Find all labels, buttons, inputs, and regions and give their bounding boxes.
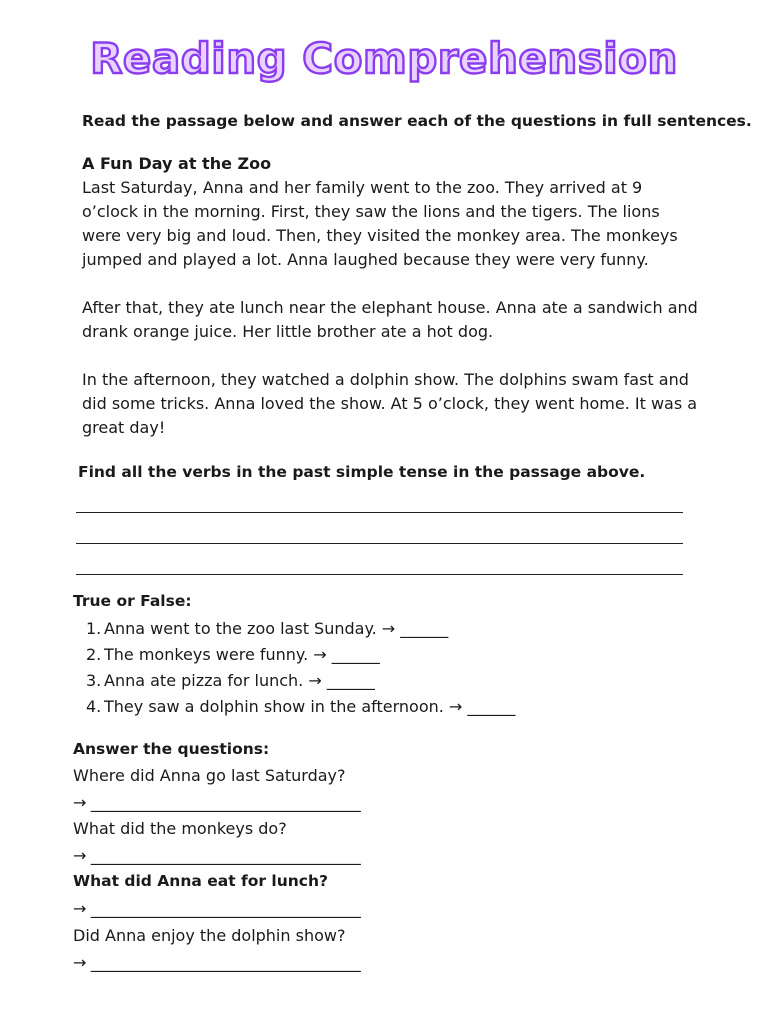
question-text: Where did Anna go last Saturday? xyxy=(73,766,346,785)
item-number: 4. xyxy=(86,697,102,716)
item-number: 3. xyxy=(86,671,102,690)
statement-text: Anna ate pizza for lunch. → ______ xyxy=(104,671,375,690)
list-item xyxy=(86,670,515,696)
statement-text: The monkeys were funny. → ______ xyxy=(104,645,380,664)
passage-paragraph: Last Saturday, Anna and her family went to the zoo. They arrived at 9 o’clock in the morning. First, they saw the lions and the tigers. The lions were very big and loud. Then, they visited the monkey area. The monkeys jumped and played a lot. Anna laughed because they were very funny. xyxy=(82,178,678,269)
answer-line[interactable] xyxy=(76,512,683,513)
page-title: Reading Comprehension xyxy=(90,34,678,83)
answer-line[interactable] xyxy=(76,543,683,544)
statement-text: They saw a dolphin show in the afternoon. → ______ xyxy=(104,697,516,716)
reading-passage xyxy=(82,152,702,440)
question-text: What did the monkeys do? xyxy=(73,819,287,838)
list-item xyxy=(86,644,515,670)
passage-paragraph: After that, they ate lunch near the elephant house. Anna ate a sandwich and drank orange juice. Her little brother ate a hot dog. xyxy=(82,298,698,341)
passage-title: A Fun Day at the Zoo xyxy=(82,154,272,173)
answer-blank[interactable]: → ___________________________________ xyxy=(73,846,361,865)
answer-blank[interactable]: → ___________________________________ xyxy=(73,953,361,972)
list-item xyxy=(86,696,515,722)
answer-blank[interactable]: → ___________________________________ xyxy=(73,793,361,812)
statement-text: Anna went to the zoo last Sunday. → ______ xyxy=(104,619,449,638)
true-false-list xyxy=(86,618,515,722)
answer-blank[interactable]: → ___________________________________ xyxy=(73,899,361,918)
question-text: What did Anna eat for lunch? xyxy=(73,872,329,890)
item-number: 2. xyxy=(86,645,102,664)
question-text: Did Anna enjoy the dolphin show? xyxy=(73,926,346,945)
passage-paragraph: In the afternoon, they watched a dolphin show. The dolphins swam fast and did some tricks. Anna loved the show. At 5 o’clock, they went home. It was a great day! xyxy=(82,370,698,437)
verbs-task-prompt: Find all the verbs in the past simple tense in the passage above. xyxy=(78,463,646,481)
answer-line[interactable] xyxy=(76,574,683,575)
list-item xyxy=(86,618,515,644)
questions-heading: Answer the questions: xyxy=(73,740,270,758)
true-false-heading: True or False: xyxy=(73,592,192,610)
item-number: 1. xyxy=(86,619,102,638)
instructions: Read the passage below and answer each of the questions in full sentences. xyxy=(82,112,752,130)
